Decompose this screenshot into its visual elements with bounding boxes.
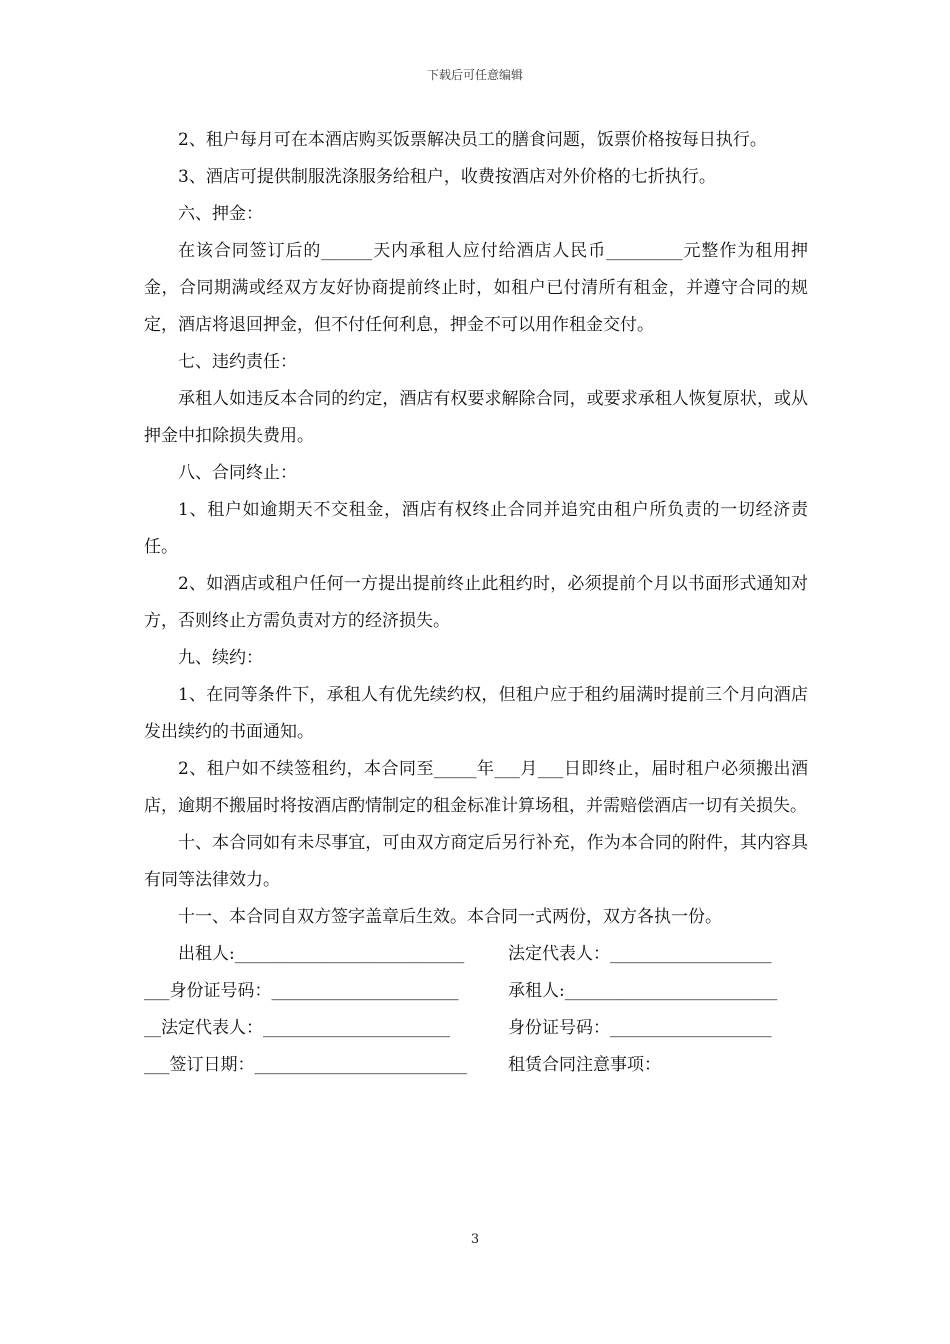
lessor-id-field: ___身份证号码：______________________ xyxy=(144,981,459,1001)
lessee-id-field: 身份证号码：___________________ xyxy=(508,1018,772,1038)
page-header-note: 下载后可任意编辑 xyxy=(426,68,523,82)
lease-notes-heading: 租赁合同注意事项： xyxy=(508,1055,661,1075)
heading-breach: 七、违约责任： xyxy=(178,352,297,372)
paragraph-deposit: 在该合同签订后的______天内承租人应付给酒店人民币_________元整作为租用押金，合同期满或经双方友好协商提前终止时，如租户已付清所有租金，并遵守合同的规定，酒店将退回押金，但不付任何利息，押金不可以用作租金交付。 xyxy=(144,241,808,335)
signing-date-field: ___签订日期：_________________________ xyxy=(144,1055,467,1075)
lessee-representative-field: __法定代表人：______________________ xyxy=(144,1018,450,1038)
heading-termination: 八、合同终止： xyxy=(178,463,297,483)
signature-line-3 xyxy=(144,1010,808,1047)
paragraph-renewal-2: 2、租户如不续签租约，本合同至_____年___月___日即终止，届时租户必须搬出酒店，逾期不搬届时将按酒店酌情制定的租金标准计算场租，并需赔偿酒店一切有关损失。 xyxy=(144,759,808,816)
lessor-field: 出租人:___________________________ xyxy=(178,944,465,964)
heading-renewal: 九、续约： xyxy=(178,648,263,668)
signature-line-4 xyxy=(144,1047,808,1084)
paragraph-meal-tickets: 2、租户每月可在本酒店购买饭票解决员工的膳食问题，饭票价格按每日执行。 xyxy=(178,130,767,150)
paragraph-laundry: 3、酒店可提供制服洗涤服务给租户，收费按酒店对外价格的七折执行。 xyxy=(178,167,716,187)
contract-body xyxy=(144,122,808,1084)
paragraph-effective: 十一、本合同自双方签字盖章后生效。本合同一式两份，双方各执一份。 xyxy=(178,907,722,927)
paragraph-supplement: 十、本合同如有未尽事宜，可由双方商定后另行补充，作为本合同的附件，其内容具有同等法律效力。 xyxy=(144,833,808,890)
paragraph-renewal-1: 1、在同等条件下，承租人有优先续约权，但租户应于租约届满时提前三个月向酒店发出续约的书面通知。 xyxy=(144,685,808,742)
signature-line-1 xyxy=(144,936,808,973)
signature-line-2 xyxy=(144,973,808,1010)
lessee-field: 承租人:_________________________ xyxy=(508,981,778,1001)
paragraph-termination-1: 1、租户如逾期天不交租金，酒店有权终止合同并追究由租户所负责的一切经济责任。 xyxy=(144,500,808,557)
paragraph-termination-2: 2、如酒店或租户任何一方提出提前终止此租约时，必须提前个月以书面形式通知对方，否则终止方需负责对方的经济损失。 xyxy=(144,574,808,631)
heading-deposit: 六、押金： xyxy=(178,204,263,224)
paragraph-breach: 承租人如违反本合同的约定，酒店有权要求解除合同，或要求承租人恢复原状，或从押金中扣除损失费用。 xyxy=(144,389,808,446)
page-number: 3 xyxy=(470,1232,480,1247)
lessor-representative-field: 法定代表人：___________________ xyxy=(508,944,772,964)
